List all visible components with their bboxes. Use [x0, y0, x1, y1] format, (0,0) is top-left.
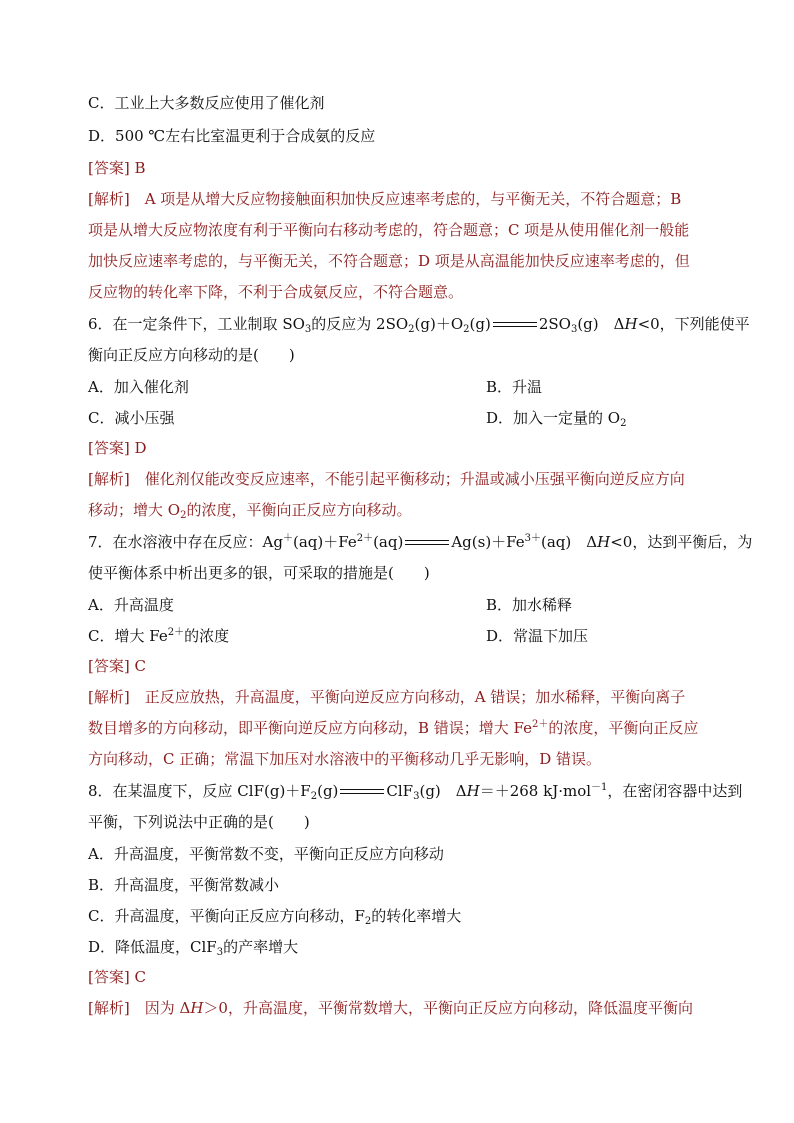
option-b: B．加水稀释 [486, 596, 573, 614]
analysis-line: [解析] 因为 ΔH＞0，升高温度，平衡常数增大，平衡向正反应方向移动，降低温度平衡向 [88, 999, 693, 1017]
option-b: B．升温 [486, 378, 543, 396]
analysis-line: [解析] 正反应放热，升高温度，平衡向逆反应方向移动，A 错误；加水稀释，平衡向离子 [88, 688, 686, 706]
option-c: C．增大 $Fe^{2+}$的浓度 [88, 627, 230, 645]
question-8-stem: 8．在某温度下，反应 $ClF(g)+F_2(g)$ ClF$_3$(g) ΔH＝＋268 kJ·mol$^{-1}$，在密闭容器中达到 [88, 782, 743, 802]
answer-label: [答案] C [88, 657, 146, 675]
option-a: A．升高温度 [88, 596, 174, 614]
option-d: D．加入一定量的 $O_2$ [486, 409, 627, 429]
analysis-line: 移动；增大 $O_2$的浓度，平衡向正反应方向移动。 [88, 501, 412, 521]
analysis-line: 反应物的转化率下降，不利于合成氨反应，不符合题意。 [88, 283, 464, 301]
analysis-line: 项是从增大反应物浓度有利于平衡向右移动考虑的，符合题意；C 项是从使用催化剂一般能 [88, 221, 690, 239]
question-6-options-row1 [88, 376, 543, 398]
option-c: C．工业上大多数反应使用了催化剂 [88, 94, 325, 112]
analysis-line: 方向移动，C 正确；常温下加压对水溶液中的平衡移动几乎无影响，D 错误。 [88, 750, 602, 768]
option-c: C．减小压强 [88, 409, 175, 427]
option-d: D．降低温度，ClF$_3$的产率增大 [88, 938, 299, 958]
equilibrium-arrow [340, 789, 384, 795]
answer-label: [答案] C [88, 968, 146, 986]
analysis-line: [解析] A 项是从增大反应物接触面积加快反应速率考虑的，与平衡无关，不符合题意；B [88, 190, 682, 208]
option-d: D．常温下加压 [486, 627, 589, 645]
question-7-options-row1 [88, 594, 573, 616]
analysis-line: 数目增多的方向移动，即平衡向逆反应方向移动，B 错误；增大 $Fe^{2+}$的浓度，平衡向正反应 [88, 719, 699, 737]
answer-label: [答案] B [88, 159, 146, 177]
answer-label: [答案] D [88, 439, 147, 457]
question-7-stem: 7．在水溶液中存在反应：$Ag^+(aq)+Fe^{2+}(aq)$ $Ag(s)+Fe^{3+}(aq)$ ΔH<0，达到平衡后，为 [88, 533, 753, 551]
question-6-stem-line2: 衡向正反应方向移动的是( ) [88, 346, 295, 364]
question-6-stem: 6．在一定条件下，工业制取 $SO_3$的反应为 $2SO_2(g)+O_2(g)$ $2SO_3(g)$ ΔH<0，下列能使平 [88, 315, 750, 335]
question-8-stem-line2: 平衡，下列说法中正确的是( ) [88, 813, 310, 831]
option-a: A．加入催化剂 [88, 378, 189, 396]
option-d: D．500 ℃左右比室温更利于合成氨的反应 [88, 127, 376, 145]
option-c: C．升高温度，平衡向正反应方向移动，$F_2$的转化率增大 [88, 907, 462, 927]
analysis-line: 加快反应速率考虑的，与平衡无关，不符合题意；D 项是从高温能加快反应速率考虑的，但 [88, 252, 690, 270]
analysis-line: [解析] 催化剂仅能改变反应速率，不能引起平衡移动；升温或减小压强平衡向逆反应方向 [88, 470, 685, 488]
equilibrium-arrow [493, 322, 537, 328]
question-7-options-row2 [88, 625, 589, 650]
question-7-stem-line2: 使平衡体系中析出更多的银，可采取的措施是( ) [88, 564, 430, 582]
option-b: B．升高温度，平衡常数减小 [88, 876, 280, 894]
question-6-options-row2 [88, 407, 627, 429]
equilibrium-arrow [405, 540, 449, 546]
option-a: A．升高温度，平衡常数不变，平衡向正反应方向移动 [88, 845, 444, 863]
